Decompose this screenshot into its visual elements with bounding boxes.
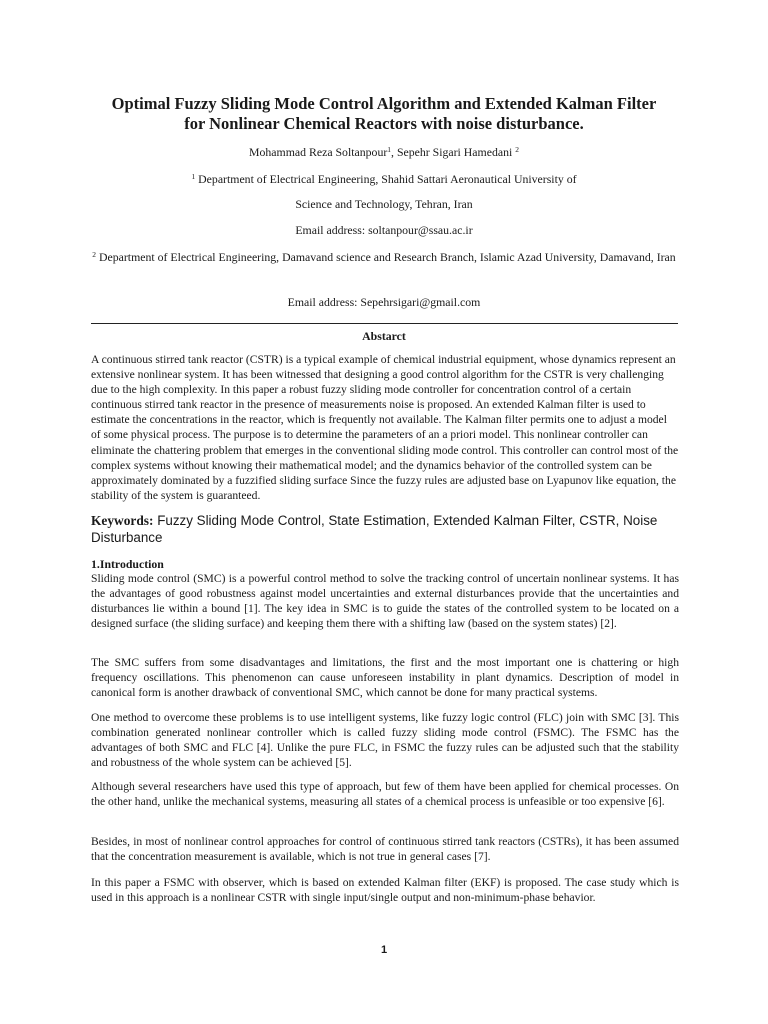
title-line-2: for Nonlinear Chemical Reactors with noise disturbance. <box>184 114 584 133</box>
author-2-name: Sepehr Sigari Hamedani <box>396 145 513 159</box>
author-1-affiliation-mark: 1 <box>387 145 392 154</box>
affiliation-1-mark: 1 <box>191 172 196 181</box>
title-line-1: Optimal Fuzzy Sliding Mode Control Algorithm and Extended Kalman Filter <box>111 94 657 113</box>
keywords <box>91 513 679 546</box>
intro-paragraph-4: Although several researchers have used this type of approach, but few of them have been applied for chemical processes. On the other hand, unlike the mechanical systems, measuring all states of a chemical process is unfeasible or too expensive [6]. <box>91 780 679 809</box>
author-1-name: Mohammad Reza Soltanpour <box>249 145 388 159</box>
abstract-text: A continuous stirred tank reactor (CSTR) is a typical example of chemical industrial equipment, whose dynamics represent an extensive nonlinear system. It has been witnessed that designing a good control algorithm for the CSTR is very challenging due to the high complexity. In this paper a robust fuzzy sliding mode controller for concentration control of a certain continuous stirred tank reactor in the presence of measurements noise is proposed. An extended Kalman filter is used to estimate the concentrations in the reactor, which is frequently not available. The Kalman filter permits one to adjust a model of some physical process. The purpose is to determine the parameters of an a priori model. This nonlinear controller can eliminate the chattering problem that emerges in the conventional sliding mode control. This controller can control most of the complex systems without knowing their mathematical model; and the dynamics behavior of the controlled system can be approximately dominated by a fuzzified sliding surface Since the fuzzy rules are adjusted base on Lyapunov like equation, the stability of the system is guaranteed. <box>91 353 679 502</box>
keywords-text: Fuzzy Sliding Mode Control, State Estimation, Extended Kalman Filter, CSTR, Noise Disturbance <box>91 513 658 545</box>
affiliation-2-mark: 2 <box>92 250 97 259</box>
intro-paragraph-1: Sliding mode control (SMC) is a powerful control method to solve the tracking control of uncertain nonlinear systems. It has the advantages of good robustness against model uncertainties and external disturbances provide that the uncertainties and disturbances lie within a bound [1]. The key idea in SMC is to guide the states of the controlled system to be located on a designed surface (the sliding surface) and keeping them there with a shifting law (based on the system states) [2]. <box>91 572 679 631</box>
affiliation-1-line-1 <box>60 172 708 187</box>
affiliation-2-email: Email address: Sepehrsigari@gmail.com <box>287 295 481 309</box>
page-number: 1 <box>380 944 388 956</box>
affiliation-1-line-2: Science and Technology, Tehran, Iran <box>295 197 473 211</box>
intro-paragraph-2: The SMC suffers from some disadvantages and limitations, the first and the most important one is chattering or high frequency oscillations. This phenomenon can cause unforeseen instability in plant dynamics. Description of model in canonical form is another drawback of conventional SMC, which cannot be done for many practical systems. <box>91 656 679 700</box>
author-2-affiliation-mark: 2 <box>515 145 519 154</box>
abstract-heading: Abstarct <box>362 329 406 343</box>
affiliation-1-text: Department of Electrical Engineering, Shahid Sattari Aeronautical University of <box>195 172 577 186</box>
affiliation-1-email: Email address: soltanpour@ssau.ac.ir <box>295 223 473 237</box>
intro-paragraph-5: Besides, in most of nonlinear control approaches for control of continuous stirred tank reactors (CSTRs), it has been assumed that the concentration measurement is available, which is not true in general cases [7]. <box>91 835 679 864</box>
affiliation-2 <box>90 250 678 265</box>
author-list <box>60 145 708 160</box>
intro-paragraph-3: One method to overcome these problems is to use intelligent systems, like fuzzy logic control (FLC) join with SMC [3]. This combination generated nonlinear controller which is called fuzzy sliding mode control (FSMC). The FSMC has the advantages of both SMC and FLC [4]. Unlike the pure FLC, in FSMC the fuzzy rules can be adjusted such that the stability and robustness of the whole system can be achieved [5]. <box>91 711 679 770</box>
section-heading-introduction: 1.Introduction <box>91 557 164 571</box>
intro-paragraph-6: In this paper a FSMC with observer, which is based on extended Kalman filter (EKF) is proposed. The case study which is used in this approach is a nonlinear CSTR with single input/single output and non-minimum-phase behavior. <box>91 876 679 905</box>
paper-title <box>60 94 708 134</box>
author-separator: , <box>391 145 397 159</box>
header-divider <box>91 323 678 324</box>
affiliation-2-text: Department of Electrical Engineering, Damavand science and Research Branch, Islamic Azad University, Damavand, Iran <box>96 250 676 264</box>
keywords-label: Keywords: <box>91 513 154 528</box>
